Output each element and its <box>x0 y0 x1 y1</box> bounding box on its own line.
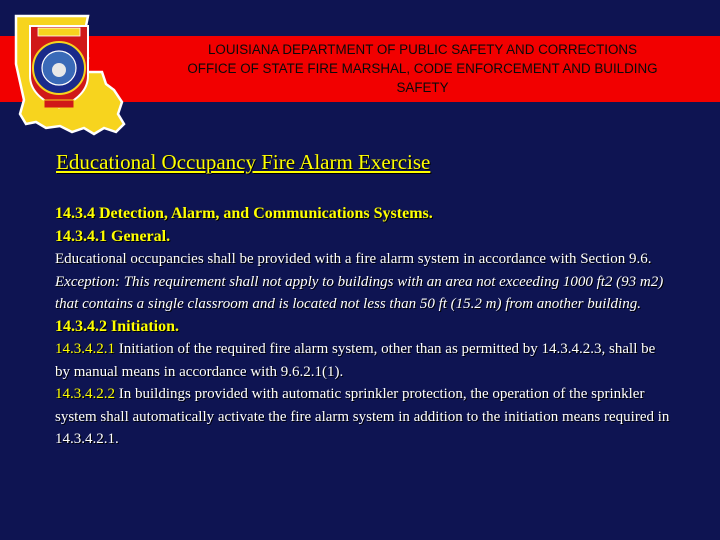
paragraph-initiation-2 <box>55 383 670 451</box>
page-title: Educational Occupancy Fire Alarm Exercise <box>56 150 431 174</box>
section-heading-detection: 14.3.4 Detection, Alarm, and Communications Systems. <box>55 205 433 222</box>
header-line-3: SAFETY <box>396 80 449 95</box>
louisiana-seal-logo <box>2 10 132 138</box>
document-body <box>55 203 670 451</box>
section-heading-general: 14.3.4.1 General. <box>55 227 171 245</box>
header-line-1: LOUISIANA DEPARTMENT OF PUBLIC SAFETY AND CORRECTIONS <box>207 42 638 57</box>
clause-number-1: 14.3.4.2.1 <box>55 341 115 357</box>
clause-text-2: In buildings provided with automatic sprinkler protection, the operation of the sprinkler system shall automatically activate the fire alarm system in addition to the initiation means required in 14.3.4.2.1. <box>55 386 670 447</box>
paragraph-initiation-1 <box>55 338 670 383</box>
section-heading-initiation: 14.3.4.2 Initiation. <box>55 317 180 335</box>
header-title <box>120 40 720 97</box>
paragraph-general: Educational occupancies shall be provided with a fire alarm system in accordance with Section 9.6. <box>55 251 652 267</box>
exception-paragraph: Exception: This requirement shall not apply to buildings with an area not exceeding 1000 ft2 (93 m2) that contains a single classroom and is located not less than 50 ft (15.2 m) from another building. <box>55 273 664 312</box>
clause-number-2: 14.3.4.2.2 <box>55 386 115 402</box>
header-line-2: OFFICE OF STATE FIRE MARSHAL, CODE ENFORCEMENT AND BUILDING <box>187 61 658 76</box>
clause-text-1: Initiation of the required fire alarm system, other than as permitted by 14.3.4.2.3, shall be by manual means in accordance with 9.6.2.1(1). <box>55 341 656 380</box>
